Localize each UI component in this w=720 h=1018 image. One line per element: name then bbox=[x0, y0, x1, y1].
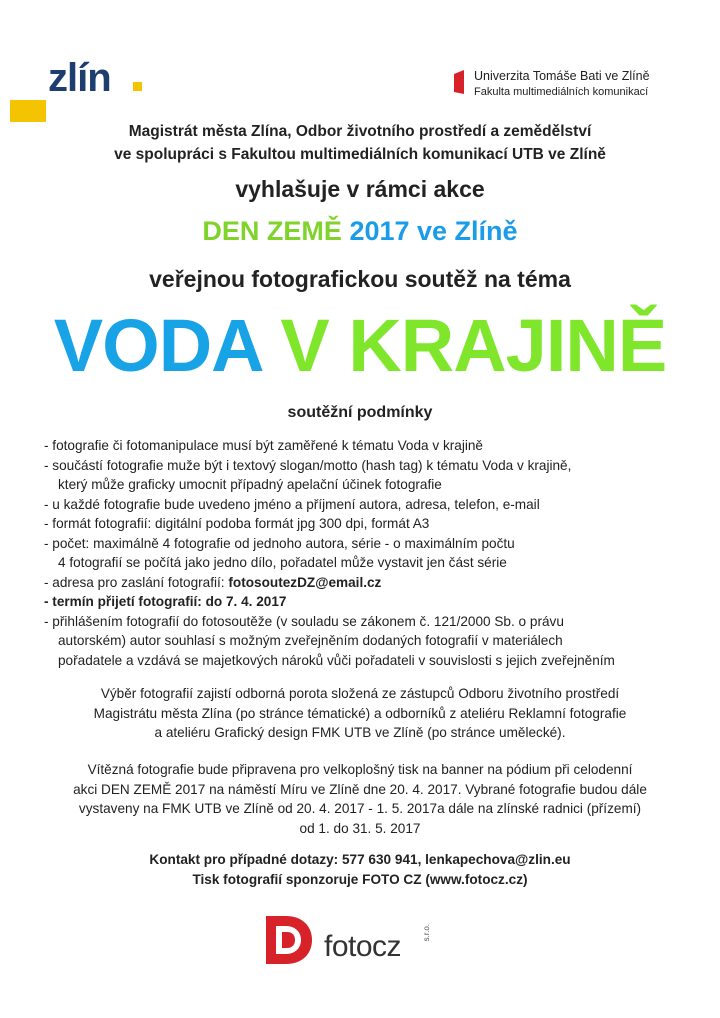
fotocz-suffix: s.r.o. bbox=[422, 924, 431, 942]
rules-list bbox=[44, 436, 694, 670]
rule-5a: - počet: maximálně 4 fotografie od jednoho autora, série - o maximálním počtu bbox=[44, 535, 515, 551]
organizer-line-2: ve spolupráci s Fakultou multimediálních komunikací UTB ve Zlíně bbox=[114, 146, 606, 163]
zlin-logo-text: zlín bbox=[48, 56, 111, 100]
winner-line-1: Vítězná fotografie bude připravena pro velkoplošný tisk na banner na pódium při celodenní bbox=[87, 762, 633, 777]
zlin-logo-dot bbox=[133, 82, 142, 91]
contact-line: Kontakt pro případné dotazy: 577 630 941, lenkapechova@zlin.eu bbox=[149, 852, 571, 867]
jury-line-1: Výběr fotografií zajistí odborná porota složená ze zástupců Odboru životního prostředí bbox=[100, 686, 620, 701]
rule-1: - fotografie či fotomanipulace musí být zaměřené k tématu Voda v krajině bbox=[44, 438, 483, 453]
event-title bbox=[0, 216, 720, 247]
jury-line-2: Magistrátu města Zlína (po stránce tématické) a odborníků z ateliéru Reklamní fotografie bbox=[93, 705, 627, 721]
contact-block bbox=[0, 850, 720, 890]
utb-logo bbox=[454, 66, 694, 106]
rule-7-deadline: - termín přijetí fotografií: do 7. 4. 2017 bbox=[44, 594, 287, 609]
announce-text: vyhlašuje v rámci akce bbox=[235, 176, 485, 202]
main-title-part2: V KRAJINĚ bbox=[280, 304, 667, 387]
rule-4: - formát fotografií: digitální podoba formát jpg 300 dpi, formát A3 bbox=[44, 516, 430, 531]
submission-email[interactable]: fotosoutezDZ@email.cz bbox=[228, 574, 382, 590]
rule-2b: který může graficky umocnit případný apelační účinek fotografie bbox=[58, 477, 442, 492]
rule-3: - u každé fotografie bude uvedeno jméno a příjmení autora, adresa, telefon, e-mail bbox=[44, 496, 540, 512]
fotocz-logo bbox=[262, 912, 462, 972]
rule-6-prefix: - adresa pro zaslání fotografií: bbox=[44, 574, 229, 590]
winner-line-4: od 1. do 31. 5. 2017 bbox=[299, 820, 421, 836]
utb-name: Univerzita Tomáše Bati ve Zlíně bbox=[474, 69, 650, 83]
main-title-part1: VODA bbox=[53, 304, 261, 387]
winner-paragraph bbox=[0, 760, 720, 838]
event-title-part2: 2017 ve Zlíně bbox=[349, 216, 518, 246]
rule-8b: autorském) autor souhlasí s možným zveřejněním dodaných fotografií v materiálech bbox=[58, 633, 563, 648]
main-title bbox=[0, 300, 720, 392]
jury-paragraph bbox=[0, 684, 720, 743]
rule-6 bbox=[44, 573, 694, 593]
organizer-text bbox=[0, 120, 720, 166]
utb-faculty: Fakulta multimediálních komunikací bbox=[474, 86, 649, 98]
zlin-logo-square bbox=[10, 100, 46, 122]
sponsor-line: Tisk fotografií sponzoruje FOTO CZ (www.fotocz.cz) bbox=[192, 872, 528, 887]
fotocz-name: fotocz bbox=[324, 930, 402, 963]
conditions-heading: soutěžní podmínky bbox=[287, 404, 433, 421]
winner-line-3: vystaveny na FMK UTB ve Zlíně od 20. 4. 2017 - 1. 5. 2017a dále na zlínské radnici (přízemí) bbox=[78, 801, 642, 816]
topic-intro: veřejnou fotografickou soutěž na téma bbox=[149, 266, 571, 292]
winner-line-2: akci DEN ZEMĚ 2017 na náměstí Míru ve Zlíně dne 20. 4. 2017. Vybrané fotografie budou dále bbox=[73, 781, 647, 797]
fotocz-mark-icon bbox=[262, 912, 318, 968]
jury-line-3: a ateliéru Grafický design FMK UTB ve Zlíně (po stránce umělecké). bbox=[154, 725, 566, 740]
rule-8a: - přihlášením fotografií do fotosoutěže (v souladu se zákonem č. 121/2000 Sb. o právu bbox=[44, 613, 564, 629]
organizer-line-1: Magistrát města Zlína, Odbor životního prostředí a zemědělství bbox=[128, 123, 592, 140]
rule-2a: - součástí fotografie muže být i textový slogan/motto (hash tag) k tématu Voda v krajině, bbox=[44, 457, 572, 473]
event-title-part1: DEN ZEMĚ bbox=[202, 216, 342, 246]
rule-8c: pořadatele a vzdává se majetkových nároků vůči pořadateli v souvislosti s jejich zveřejněním bbox=[58, 652, 615, 668]
utb-mark-icon bbox=[454, 70, 468, 94]
rule-5b: 4 fotografií se počítá jako jedno dílo, pořadatel může vystavit jen část série bbox=[58, 555, 507, 570]
